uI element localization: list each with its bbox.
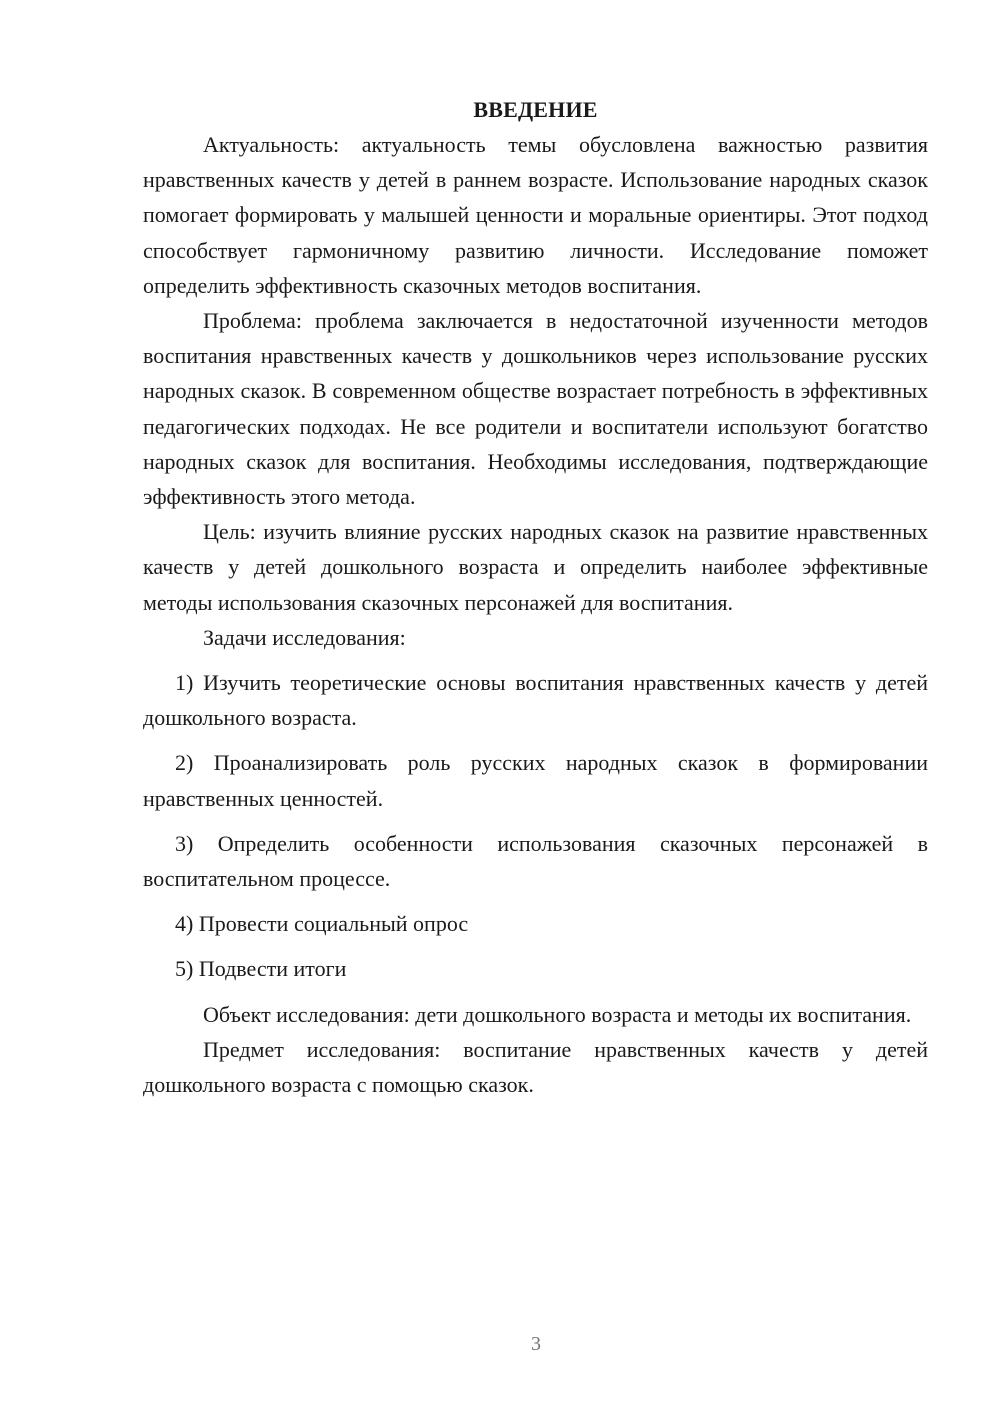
page-number: 3: [531, 1333, 541, 1355]
task-item: 5) Подвести итоги: [175, 956, 347, 982]
object-paragraph: Объект исследования: дети дошкольного возраста и методы их воспитания.: [203, 1001, 912, 1027]
problem-paragraph: Проблема: проблема заключается в недостаточной изученности методов воспитания нравственных качеств у дошкольников через использование русских народных сказок. В современном обществе возрастает потребность в эффективных педагогических подходах. Не все родители и воспитатели используют богатство народных сказок для воспитания. Необходимы исследования, подтверждающие эффективность этого метода.: [143, 308, 928, 510]
task-item: 3) Определить особенности использования сказочных персонажей в воспитательном процессе.: [143, 830, 928, 892]
relevance-paragraph: Актуальность: актуальность темы обусловлена важностью развития нравственных качеств у детей в раннем возрасте. Использование народных сказок помогает формировать у малышей ценности и моральные ориентиры. Этот подход способствует гармоничному развитию личности. Исследование поможет определить эффективность сказочных методов воспитания.: [143, 132, 928, 298]
task-item: 2) Проанализировать роль русских народных сказок в формировании нравственных ценностей.: [143, 750, 928, 811]
task-item: 4) Провести социальный опрос: [175, 911, 469, 937]
task-item: 1) Изучить теоретические основы воспитания нравственных качеств у детей дошкольного возраста.: [143, 670, 928, 731]
subject-paragraph: Предмет исследования: воспитание нравственных качеств у детей дошкольного возраста с помощью сказок.: [143, 1036, 928, 1098]
goal-paragraph: Цель: изучить влияние русских народных сказок на развитие нравственных качеств у детей дошкольного возраста и определить наиболее эффективные методы использования сказочных персонажей для воспитания.: [143, 519, 928, 615]
tasks-title: Задачи исследования:: [203, 624, 406, 650]
document-page: [143, 92, 928, 1102]
section-heading: ВВЕДЕНИЕ: [473, 97, 598, 122]
